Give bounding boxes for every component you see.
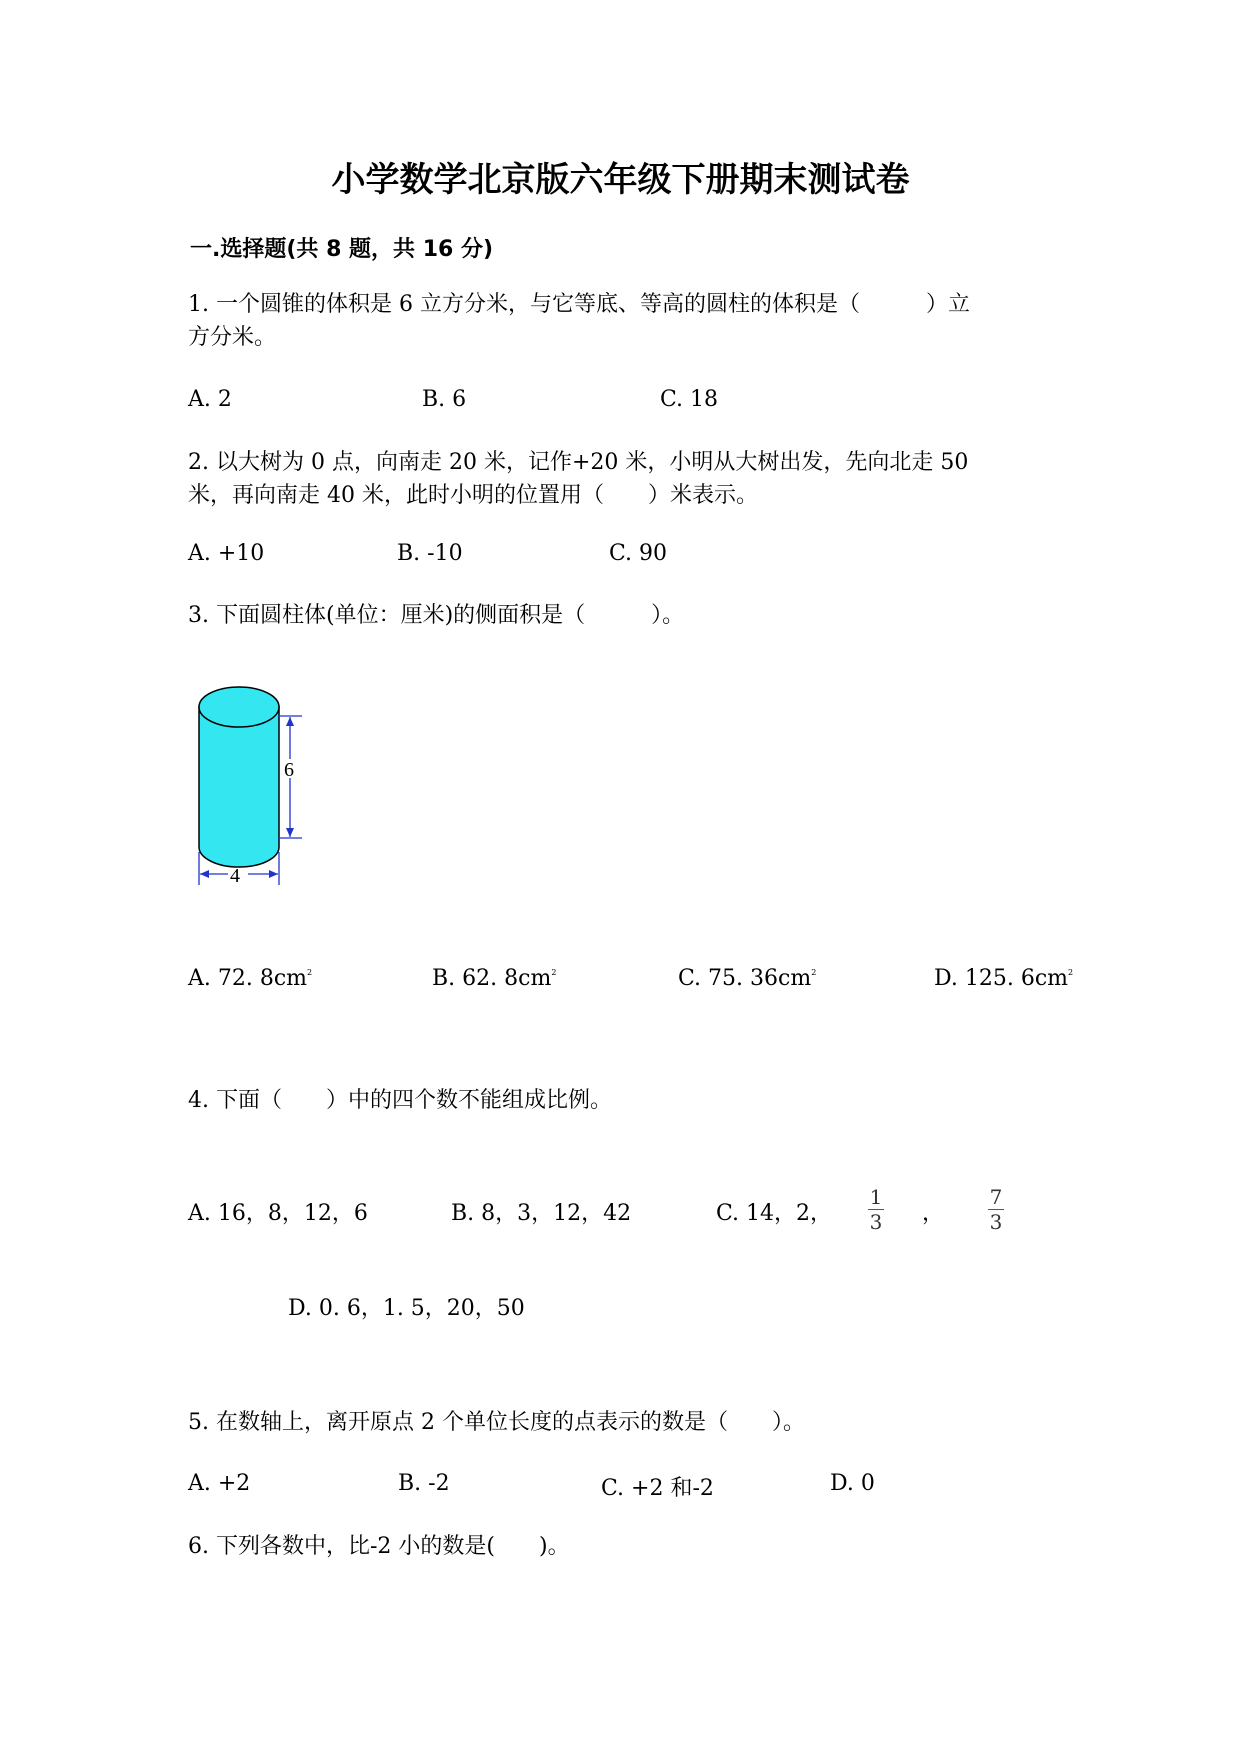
question-4-option-b: B. 8，3，12，42	[451, 1201, 632, 1226]
question-2-option-c: C. 90	[609, 541, 668, 566]
fraction-numerator: 1	[869, 1185, 883, 1209]
question-3-option-c: C. 75. $36cm^2$	[678, 966, 817, 991]
question-3-option-b: B. 62. $8cm^2$	[432, 966, 557, 991]
fraction-denominator: 3	[869, 1210, 883, 1234]
fraction-denominator: 3	[989, 1210, 1003, 1234]
question-1-option-c: C. 18	[660, 387, 719, 412]
fraction-one-third	[868, 1186, 884, 1233]
question-4-option-a: A. 16，8，12，6	[188, 1201, 368, 1226]
fraction-seven-thirds	[988, 1186, 1004, 1233]
question-4-text: 4. 下面（ ）中的四个数不能组成比例。	[188, 1088, 612, 1113]
question-5-option-d: D. 0	[830, 1471, 875, 1496]
question-5-text: 5. 在数轴上，离开原点 2 个单位长度的点表示的数是（ ）。	[188, 1410, 805, 1435]
question-5-option-b: B. -2	[398, 1471, 450, 1496]
question-4-option-d: D. 0. 6，1. 5，20，50	[288, 1296, 525, 1321]
question-1-line-1: 1. 一个圆锥的体积是 6 立方分米，与它等底、等高的圆柱的体积是（ ）立	[188, 292, 970, 317]
question-4-option-c: C. 14，2，	[716, 1201, 833, 1226]
fraction-separator: ，	[922, 1201, 945, 1226]
question-2-option-b: B. -10	[397, 541, 463, 566]
question-1-option-a: A. 2	[188, 387, 232, 412]
question-2-line-1: 2. 以大树为 0 点，向南走 20 米，记作+20 米，小明从大树出发，先向北走 50	[188, 450, 969, 475]
diameter-label: 4	[230, 865, 240, 887]
question-2-option-a: A. +10	[188, 541, 265, 566]
question-3-text: 3. 下面圆柱体(单位：厘米)的侧面积是（ ）。	[188, 603, 685, 628]
section-heading: 一.选择题(共 8 题，共 16 分)	[190, 237, 494, 262]
page-title: 小学数学北京版六年级下册期末测试卷	[331, 160, 910, 200]
cylinder-top	[199, 687, 279, 727]
question-5-option-c: C. +2 和-2	[601, 1476, 714, 1501]
question-1-line-2: 方分米。	[188, 325, 277, 350]
question-3-option-a: A. 72. $8cm^2$	[188, 966, 313, 991]
question-6-text: 6. 下列各数中，比-2 小的数是( )。	[188, 1534, 570, 1559]
question-5-option-a: A. +2	[188, 1471, 251, 1496]
cylinder-figure	[190, 680, 310, 890]
height-label: 6	[284, 759, 294, 781]
question-1-option-b: B. 6	[422, 387, 467, 412]
question-3-option-d: D. 125. $6cm^2$	[934, 966, 1074, 991]
cylinder-body	[199, 707, 279, 867]
question-2-line-2: 米，再向南走 40 米，此时小明的位置用（ ）米表示。	[188, 483, 758, 508]
fraction-numerator: 7	[989, 1185, 1003, 1209]
